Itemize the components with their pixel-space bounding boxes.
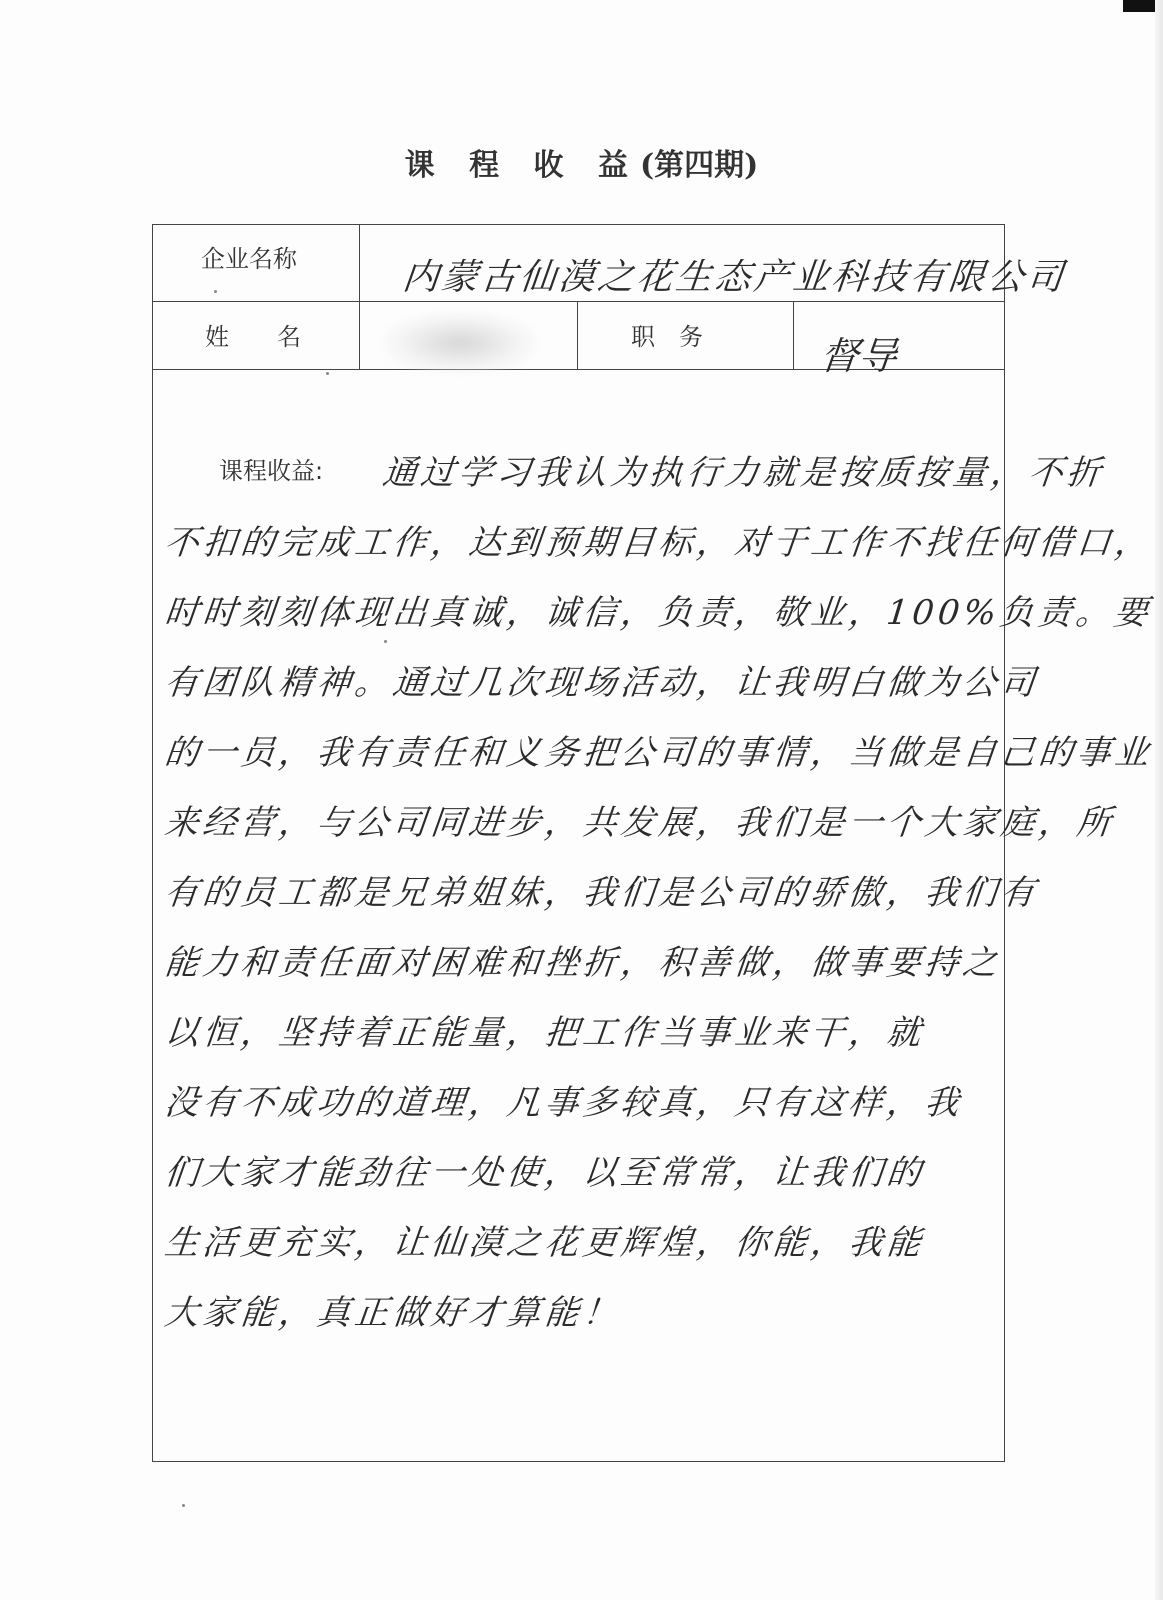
scan-speck [182, 1504, 185, 1507]
benefit-label: 课程收益: [219, 457, 324, 485]
essay-line: 的一员，我有责任和义务把公司的事情，当做是自己的事业 [162, 733, 1155, 773]
scan-speck [326, 372, 329, 375]
page-title [0, 140, 1163, 184]
position-value: 督导 [818, 334, 899, 378]
essay-line: 以恒，坚持着正能量，把工作当事业来干，就 [162, 1013, 927, 1053]
essay-line: 有团队精神。通过几次现场活动，让我明白做为公司 [162, 663, 1041, 703]
title-period: (第四期) [639, 148, 759, 183]
scan-speck [214, 290, 217, 293]
essay-line: 来经营，与公司同进步，共发展，我们是一个大家庭，所 [162, 803, 1117, 843]
essay-line: 能力和责任面对困难和挫折，积善做，做事要持之 [162, 943, 1003, 983]
row-divider [153, 301, 1004, 302]
essay-line: 通过学习我认为执行力就是按质按量，不折 [380, 453, 1107, 493]
company-label: 企业名称 [201, 245, 297, 273]
col-divider [577, 301, 578, 369]
name-label: 姓 名 [205, 323, 301, 351]
col-divider [793, 301, 794, 369]
essay-line: 有的员工都是兄弟姐妹，我们是公司的骄傲，我们有 [162, 873, 1041, 913]
essay-line: 不扣的完成工作，达到预期目标，对于工作不找任何借口， [162, 523, 1155, 563]
benefit-form [152, 224, 1155, 1462]
scan-speck [384, 640, 387, 643]
position-label: 职 务 [631, 323, 703, 351]
col-divider [359, 225, 360, 369]
essay-line: 们大家才能劲往一处使，以至常常，让我们的 [162, 1153, 927, 1193]
essay-line: 时时刻刻体现出真诚，诚信，负责，敬业，100%负责。要 [162, 593, 1154, 633]
company-value: 内蒙古仙漠之花生态产业科技有限公司 [400, 257, 1068, 298]
essay-line: 生活更充实，让仙漠之花更辉煌，你能，我能 [162, 1223, 927, 1263]
essay-line: 大家能，真正做好才算能！ [162, 1293, 623, 1333]
scan-edge-right [1155, 0, 1163, 1600]
title-text: 课 程 收 益 [404, 148, 640, 183]
redacted-name [385, 313, 535, 373]
essay-line: 没有不成功的道理，凡事多较真，只有这样，我 [162, 1083, 965, 1123]
